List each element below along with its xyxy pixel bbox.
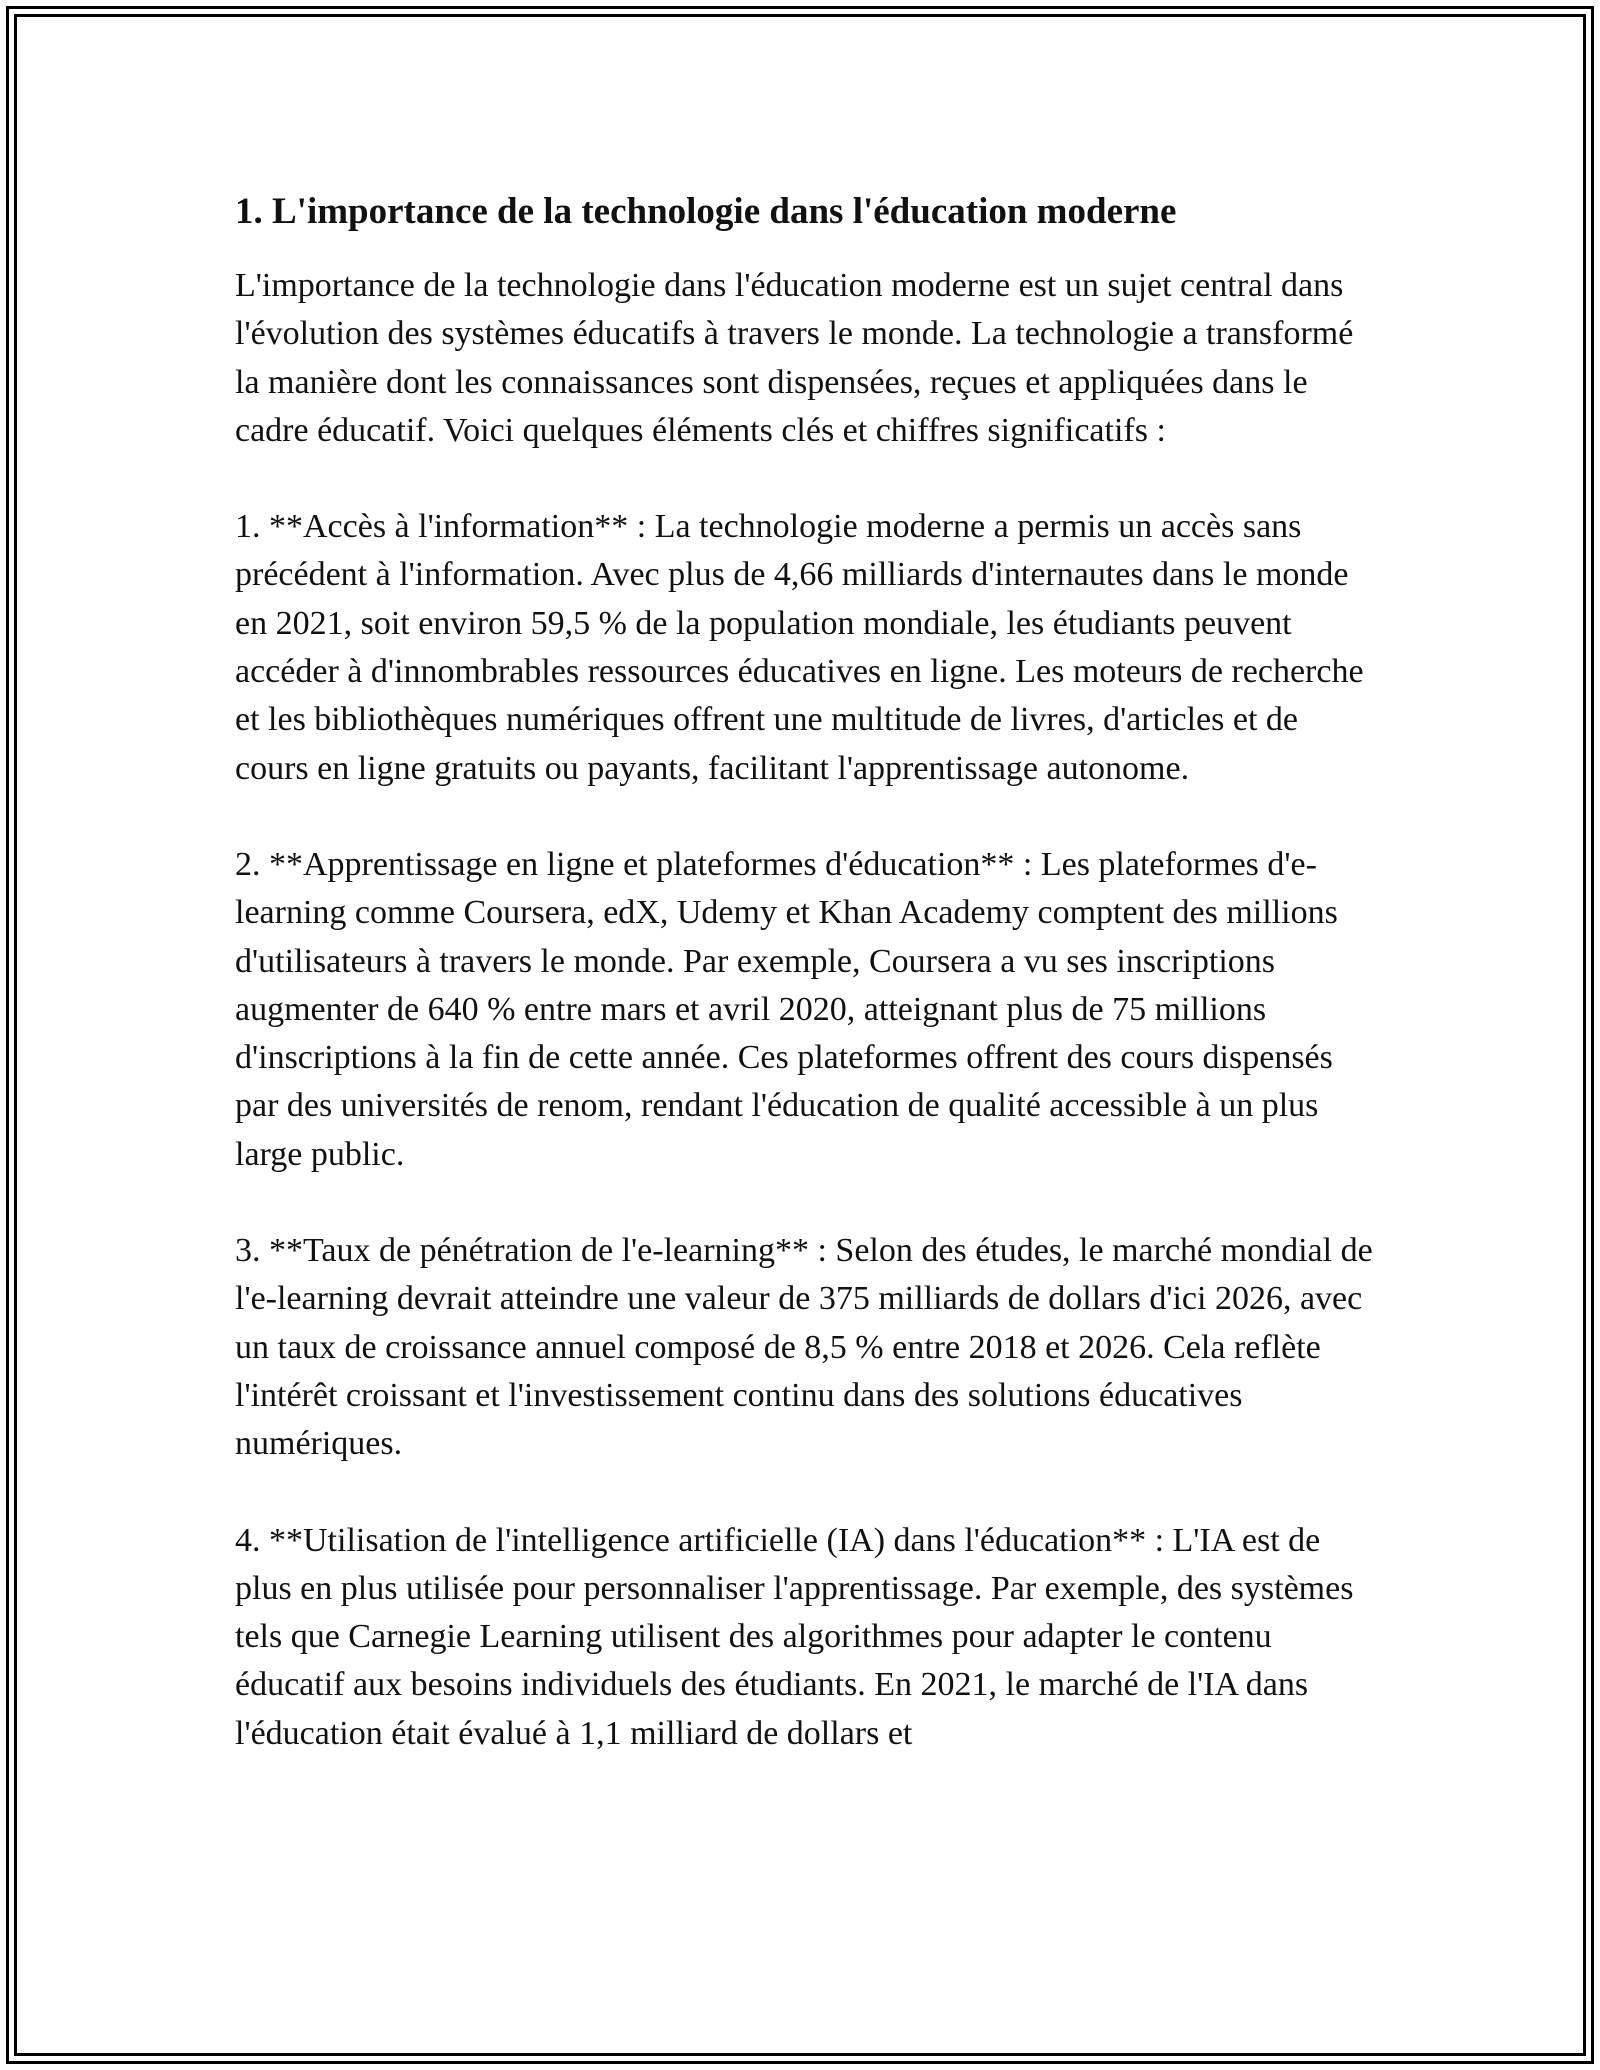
point-2-paragraph: 2. **Apprentissage en ligne et plateformes d'éducation** : Les plateformes d'e-learning comme Coursera, edX, Udemy et Khan Academy comptent des millions d'utilisateurs à travers le monde. Par exemple, Coursera a vu ses inscriptions augmenter de 640 % entre mars et avril 2020, atteignant plus de 75 millions d'inscriptions à la fin de cette année. Ces plateformes offrent des cours dispensés par des universités de renom, rendant l'éducation de qualité accessible à un plus large public.	[235, 845, 1338, 1173]
intro-paragraph: L'importance de la technologie dans l'éducation moderne est un sujet central dans l'évolution des systèmes éducatifs à travers le monde. La technologie a transformé la manière dont les connaissances sont dispensées, reçues et appliquées dans le cadre éducatif. Voici quelques éléments clés et chiffres significatifs :	[235, 267, 1354, 449]
point-1-paragraph: 1. **Accès à l'information** : La technologie moderne a permis un accès sans précédent à l'information. Avec plus de 4,66 milliards d'internautes dans le monde en 2021, soit environ 59,5 % de la population mondiale, les étudiants peuvent accéder à d'innombrables ressources éducatives en ligne. Les moteurs de recherche et les bibliothèques numériques offrent une multitude de livres, d'articles et de cours en ligne gratuits ou payants, facilitant l'apprentissage autonome.	[235, 508, 1364, 787]
document-body	[235, 184, 1375, 1758]
point-3-paragraph: 3. **Taux de pénétration de l'e-learning** : Selon des études, le marché mondial de l'e-learning devrait atteindre une valeur de 375 milliards de dollars d'ici 2026, avec un taux de croissance annuel composé de 8,5 % entre 2018 et 2026. Cela reflète l'intérêt croissant et l'investissement continu dans des solutions éducatives numériques.	[235, 1232, 1373, 1463]
point-4-paragraph: 4. **Utilisation de l'intelligence artificielle (IA) dans l'éducation** : L'IA est de plus en plus utilisée pour personnaliser l'apprentissage. Par exemple, des systèmes tels que Carnegie Learning utilisent des algorithmes pour adapter le contenu éducatif aux besoins individuels des étudiants. En 2021, le marché de l'IA dans l'éducation était évalué à 1,1 milliard de dollars et	[235, 1521, 1354, 1752]
document-title: 1. L'importance de la technologie dans l'éducation moderne	[235, 191, 1177, 232]
